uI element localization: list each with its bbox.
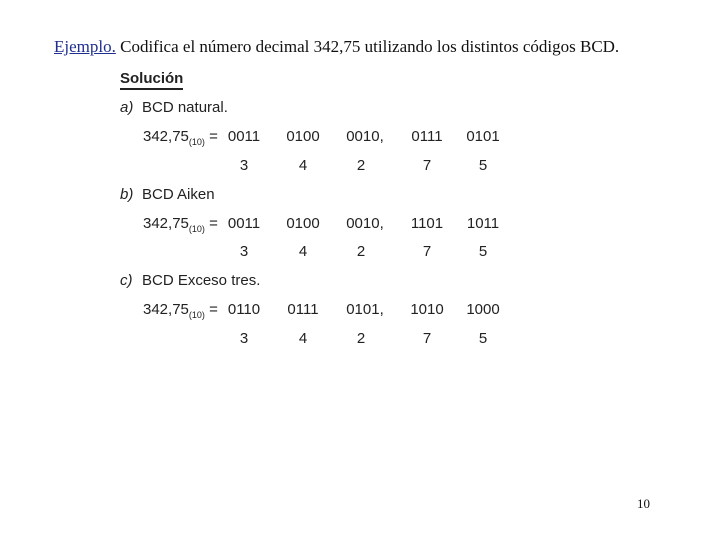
case-c-digit-3: 2 [356,330,366,347]
example-label: Ejemplo. [54,37,116,56]
case-a-code-1: 0011 [227,128,261,145]
case-b-code-2: 0100 [286,215,320,232]
case-b-name: BCD Aiken [142,186,215,203]
case-b-digit-2: 4 [298,243,308,260]
case-a-digit-1: 3 [239,157,249,174]
case-a-digit-4: 7 [422,157,432,174]
case-c-number: $342,75_{(10)}$ = [143,301,218,320]
case-b-number: $342,75_{(10)}$ = [143,215,218,234]
case-a-code-2: 0100 [286,128,320,145]
case-c-heading [120,272,260,290]
case-b-code-1: 0011 [227,215,261,232]
example-title [54,37,619,57]
case-c-code-4: 1010 [410,301,444,318]
case-a-name: BCD natural. [142,99,228,116]
case-a-code-5: 0101 [466,128,500,145]
case-b-heading [120,186,215,204]
case-c-letter: c) [120,272,133,289]
case-c-digit-4: 7 [422,330,432,347]
case-b-code-3: 0010, [346,215,384,232]
case-b-digit-3: 2 [356,243,366,260]
page-number: 10 [637,496,650,511]
case-a-number: $342,75_{(10)}$ = [143,128,218,147]
case-b-digit-5: 5 [478,243,488,260]
case-c-name: BCD Exceso tres. [142,272,261,289]
case-a-digit-2: 4 [298,157,308,174]
case-c-digit-5: 5 [478,330,488,347]
case-a-digit-3: 2 [356,157,366,174]
case-a-code-3: 0010, [346,128,384,145]
solution-heading: Solución [120,70,183,90]
case-c-code-3: 0101, [346,301,384,318]
case-b-digit-4: 7 [422,243,432,260]
case-c-digit-2: 4 [298,330,308,347]
case-b-code-5: 1011 [466,215,500,232]
case-c-code-1: 0110 [227,301,261,318]
case-a-heading [120,99,228,117]
case-b-digit-1: 3 [239,243,249,260]
case-c-digit-1: 3 [239,330,249,347]
case-a-code-4: 0111 [411,128,443,145]
example-statement: Codifica el número decimal 342,75 utilizando los distintos códigos BCD. [115,37,620,56]
case-a-digit-5: 5 [478,157,488,174]
case-c-code-5: 1000 [466,301,500,318]
case-c-code-2: 0111 [287,301,319,318]
case-b-letter: b) [120,186,134,203]
case-a-letter: a) [120,99,134,116]
case-b-code-4: 1101 [410,215,444,232]
